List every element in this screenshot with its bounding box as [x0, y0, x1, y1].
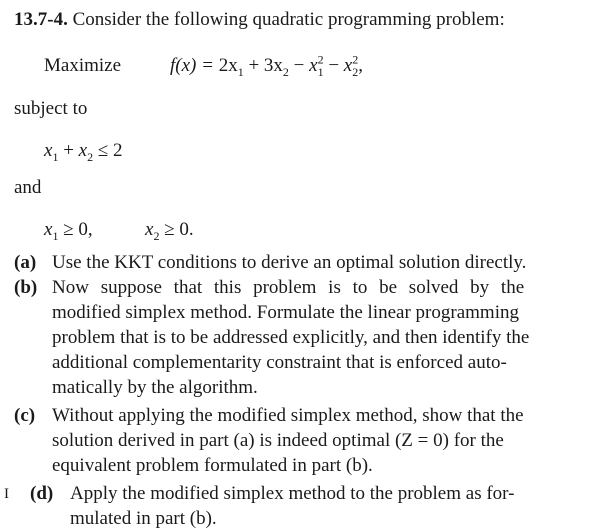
part-b-line-1: Now suppose that this problem is to be solved by the	[52, 277, 525, 298]
part-b-line-4: additional complementarity constraint that is enforced auto-	[52, 352, 507, 373]
problem-heading	[14, 8, 505, 32]
part-a-label: (a)	[14, 252, 37, 273]
part-d-line-1: Apply the modified simplex method to the problem as for-	[70, 483, 515, 504]
objective-function: $f(x) = 2x_1 + 3x_2 - x^2_1 - x^2_2$,	[170, 52, 363, 79]
constraint: $x_1 + x_2 \le 2$	[44, 140, 123, 164]
problem-intro: Consider the following quadratic programming problem:	[72, 9, 505, 30]
part-b-line-5: matically by the algorithm.	[52, 377, 258, 398]
objective-term-4: $x^2_2$	[343, 52, 359, 79]
maximize-label: Maximize	[44, 55, 122, 76]
objective-term-2: $3x_2$	[263, 55, 289, 79]
part-b-line-3: problem that is to be addressed explicitly, and then identify the	[52, 327, 530, 348]
part-d-line-2: mulated in part (b).	[70, 508, 217, 529]
part-b-line-2: modified simplex method. Formulate the linear programming	[52, 302, 519, 323]
part-d-marker: I	[4, 486, 9, 502]
part-c-line-1: Without applying the modified simplex method, show that the	[52, 405, 524, 426]
part-c-label: (c)	[14, 405, 36, 426]
objective-term-1: $2x_1$	[218, 55, 244, 79]
and-label: and	[14, 177, 42, 198]
part-d-label: (d)	[30, 483, 54, 504]
part-c-line-3: equivalent problem formulated in part (b).	[52, 455, 373, 476]
nonneg-constraint-1: $x_1 \ge 0$,	[44, 219, 93, 243]
subject-to-label: subject to	[14, 98, 88, 119]
part-a-line-1: Use the KKT conditions to derive an optimal solution directly.	[52, 252, 527, 273]
objective-term-3: $x^2_1$	[309, 52, 324, 79]
part-c-line-2: solution derived in part (a) is indeed optimal (Z = 0) for the	[52, 430, 504, 451]
problem-number: 13.7-4.	[14, 9, 68, 30]
part-b-label: (b)	[14, 277, 38, 298]
nonneg-constraint-2: $x_2 \ge 0$.	[145, 219, 194, 243]
objective-lhs: f(x) =	[170, 55, 219, 76]
